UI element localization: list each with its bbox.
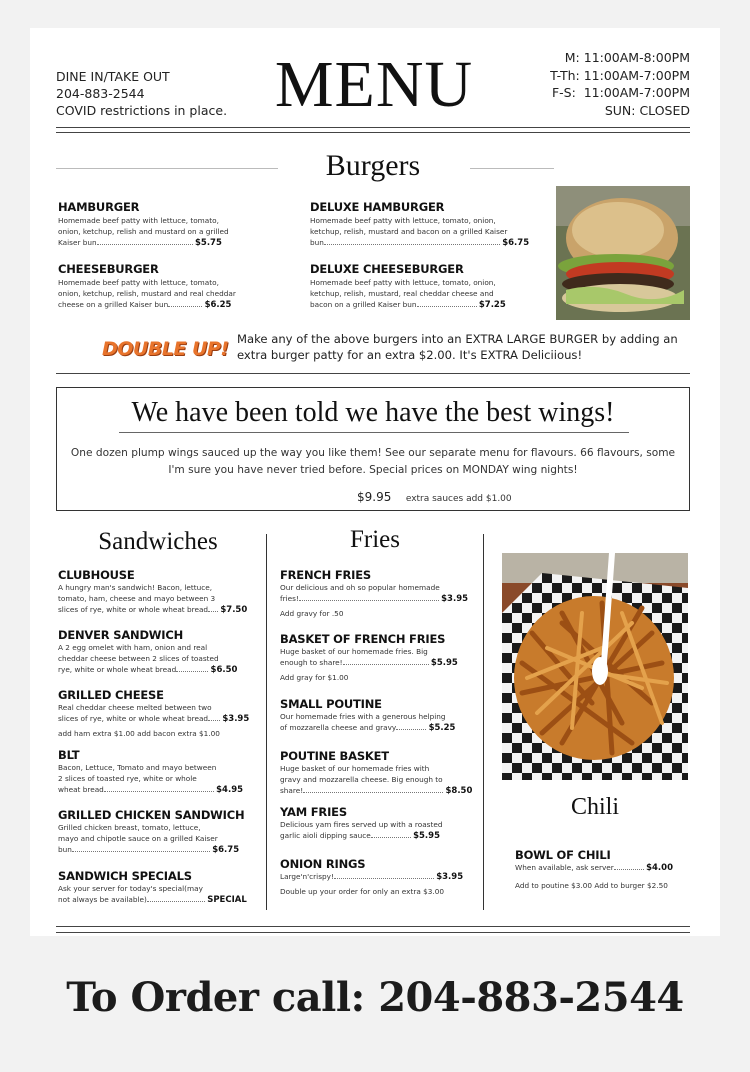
fries-price: $5.95: [430, 658, 458, 668]
fries-name: POUTINE BASKET: [280, 749, 389, 763]
fries-note: Add gravy for .50: [280, 609, 344, 618]
sandwich-name: GRILLED CHICKEN SANDWICH: [58, 808, 245, 822]
sandwich-name: CLUBHOUSE: [58, 568, 135, 582]
header-divider-bottom: [56, 132, 690, 133]
fries-price: $5.25: [428, 723, 456, 733]
page-title: MENU: [274, 48, 474, 121]
burger-price: $7.25: [478, 300, 506, 310]
fries-item: POUTINE BASKET Huge basket of our homemade fries with gravy and mozzarella cheese. Big enough to share! $8.50: [280, 749, 476, 805]
burgers-heading: Burgers: [325, 149, 421, 182]
sandwich-item: BLT Bacon, Lettuce, Tomato and mayo between 2 slices of toasted rye, white or whole wheat bread $4.95: [58, 748, 254, 808]
sandwich-price: SPECIAL: [207, 895, 247, 905]
burger-desc: Homemade beef patty with lettuce, tomato, onion, ketchup, relish, mustard and bacon on a grilled Kaiser bun $6.75: [310, 216, 530, 248]
column-divider-right: [483, 534, 484, 910]
chili-heading: Chili: [570, 794, 619, 820]
sandwich-price: $3.95: [222, 714, 250, 724]
double-up-text: Make any of the above burgers into an EXTRA LARGE BURGER by adding an extra burger patty for an extra $2.00. It's EXTRA Deliciious!: [237, 332, 678, 362]
fries-price: $8.50: [445, 786, 473, 796]
sandwich-name: SANDWICH SPECIALS: [58, 869, 192, 883]
burger-desc: Homemade beef patty with lettuce, tomato, onion, ketchup, relish and mustard on a grilled Kaiser bun $5.75: [58, 216, 229, 248]
phone-text: 204-883-2544: [56, 86, 145, 101]
double-up-logo: DOUBLE UP!: [102, 338, 229, 360]
wings-price: $9.95: [357, 490, 392, 504]
chili-item: BOWL OF CHILI When available, ask server $4.00 Add to poutine $3.00 Add to burger $2.50: [515, 848, 695, 891]
wings-box: [56, 387, 690, 511]
fries-item: BASKET OF FRENCH FRIES Huge basket of our homemade fries. Big enough to share! $5.95 Add gray for $1.00: [280, 632, 476, 697]
fries-photo: [502, 553, 688, 780]
hours-tue-thu: T-Th: 11:00AM-7:00PM: [550, 67, 690, 83]
burgers-rule-left: [56, 168, 278, 169]
sandwich-note: add ham extra $1.00 add bacon extra $1.00: [58, 729, 220, 738]
fries-name: FRENCH FRIES: [280, 568, 371, 582]
dine-in-text: DINE IN/TAKE OUT: [56, 69, 170, 84]
sandwiches-heading: Sandwiches: [98, 528, 218, 555]
burger-desc: Homemade beef patty with lettuce, tomato, onion, ketchup, relish, mustard and real cheddar cheese on a grilled Kaiser bun $6.25: [58, 278, 236, 310]
wings-text: One dozen plump wings sauced up the way you like them! See our separate menu for flavours. 66 flavours, some I'm sure you have never tried before. Special prices on MONDAY wing nights!: [70, 447, 676, 476]
fries-item: SMALL POUTINE Our homemade fries with a generous helping of mozzarella cheese and gravy $5.25: [280, 697, 476, 749]
fries-name: YAM FRIES: [280, 805, 347, 819]
sandwiches-list: [58, 568, 254, 906]
sandwich-price: $6.75: [212, 845, 240, 855]
fries-name: ONION RINGS: [280, 857, 366, 871]
burger-name: HAMBURGER: [58, 200, 140, 214]
footer-divider-top: [56, 926, 690, 927]
sandwich-item: GRILLED CHEESE Real cheddar cheese melted between two slices of rye, white or whole wheat bread $3.95 add ham extra $1.00 add bacon extra $1.00: [58, 688, 254, 748]
sandwich-price: $4.95: [216, 785, 244, 795]
chili-name: BOWL OF CHILI: [515, 848, 611, 862]
fries-price: $5.95: [413, 831, 440, 841]
sandwich-name: DENVER SANDWICH: [58, 628, 184, 642]
sandwich-name: BLT: [58, 748, 80, 762]
header-divider-top: [56, 127, 690, 128]
wings-heading-underline: [119, 432, 629, 433]
sandwich-price: $6.50: [210, 665, 238, 675]
burger-price: $5.75: [194, 238, 222, 248]
sandwich-item: CLUBHOUSE A hungry man's sandwich! Bacon, lettuce, tomato, ham, cheese and mayo between 3 slices of rye, white or whole wheat bread $7.50: [58, 568, 254, 628]
fries-note: Double up your order for only an extra $3.00: [280, 887, 444, 896]
burgers-divider: [56, 373, 690, 374]
covid-text: COVID restrictions in place.: [56, 103, 228, 118]
fries-name: BASKET OF FRENCH FRIES: [280, 632, 446, 646]
burger-name: CHEESEBURGER: [58, 262, 159, 276]
sandwich-item: DENVER SANDWICH A 2 egg omelet with ham, onion and real cheddar cheese between 2 slices of toasted rye, white or whole wheat bread $6.50: [58, 628, 254, 688]
fries-list: [280, 568, 476, 897]
burger-image: [556, 186, 690, 320]
fries-name: SMALL POUTINE: [280, 697, 382, 711]
hours-block: [550, 49, 690, 119]
header-info: [56, 68, 227, 119]
wings-extra: extra sauces add $1.00: [405, 494, 512, 504]
sandwich-price: $7.50: [220, 605, 248, 615]
burger-price: $6.75: [502, 238, 530, 248]
burger-item: [58, 200, 263, 249]
hours-sunday: SUN: CLOSED: [604, 102, 690, 118]
burgers-rule-right: [470, 168, 554, 169]
burger-name: DELUXE HAMBURGER: [310, 200, 445, 214]
sandwich-item: GRILLED CHICKEN SANDWICH Grilled chicken breast, tomato, lettuce, mayo and chipotle sauce on a grilled Kaiser bun $6.75: [58, 808, 254, 869]
sandwich-item: SANDWICH SPECIALS Ask your server for today's special(may not always be available) SPECIAL: [58, 869, 254, 906]
footer-divider-bottom: [56, 932, 690, 933]
burger-item: [310, 200, 536, 249]
fries-image: [502, 553, 688, 780]
wings-price-line: [357, 488, 512, 506]
fries-item: FRENCH FRIES Our delicious and oh so popular homemade fries! $3.95 Add gravy for .50: [280, 568, 476, 632]
burger-item: [58, 262, 263, 311]
burger-name: DELUXE CHEESEBURGER: [310, 262, 464, 276]
fries-price: $3.95: [441, 594, 469, 604]
fries-note: Add gray for $1.00: [280, 673, 349, 682]
fries-heading: Fries: [350, 526, 400, 553]
fries-item: YAM FRIES Delicious yam fires served up with a roasted garlic aioli dipping sauce $5.95: [280, 805, 476, 857]
fries-item: ONION RINGS Large'n'crispy! $3.95 Double up your order for only an extra $3.00: [280, 857, 476, 897]
burger-price: $6.25: [204, 300, 232, 310]
column-divider-left: [266, 534, 267, 910]
hours-monday: M: 11:00AM-8:00PM: [564, 50, 690, 65]
sandwich-name: GRILLED CHEESE: [58, 688, 164, 702]
burger-desc: Homemade beef patty with lettuce, tomato, onion, ketchup, relish, mustard, real cheddar cheese and bacon on a grilled Kaiser bun $7.25: [310, 278, 506, 310]
chili-note: Add to poutine $3.00 Add to burger $2.50: [515, 881, 668, 890]
menu-page: [30, 28, 720, 936]
chili-price: $4.00: [646, 863, 673, 873]
burger-photo: [556, 186, 690, 320]
hours-fri-sat: F-S: 11:00AM-7:00PM: [551, 85, 690, 100]
wings-heading: We have been told we have the best wings!: [131, 397, 615, 428]
burger-item: [310, 262, 536, 311]
order-call-text: To Order call: 204-883-2544: [66, 974, 684, 1021]
fries-price: $3.95: [436, 872, 464, 882]
